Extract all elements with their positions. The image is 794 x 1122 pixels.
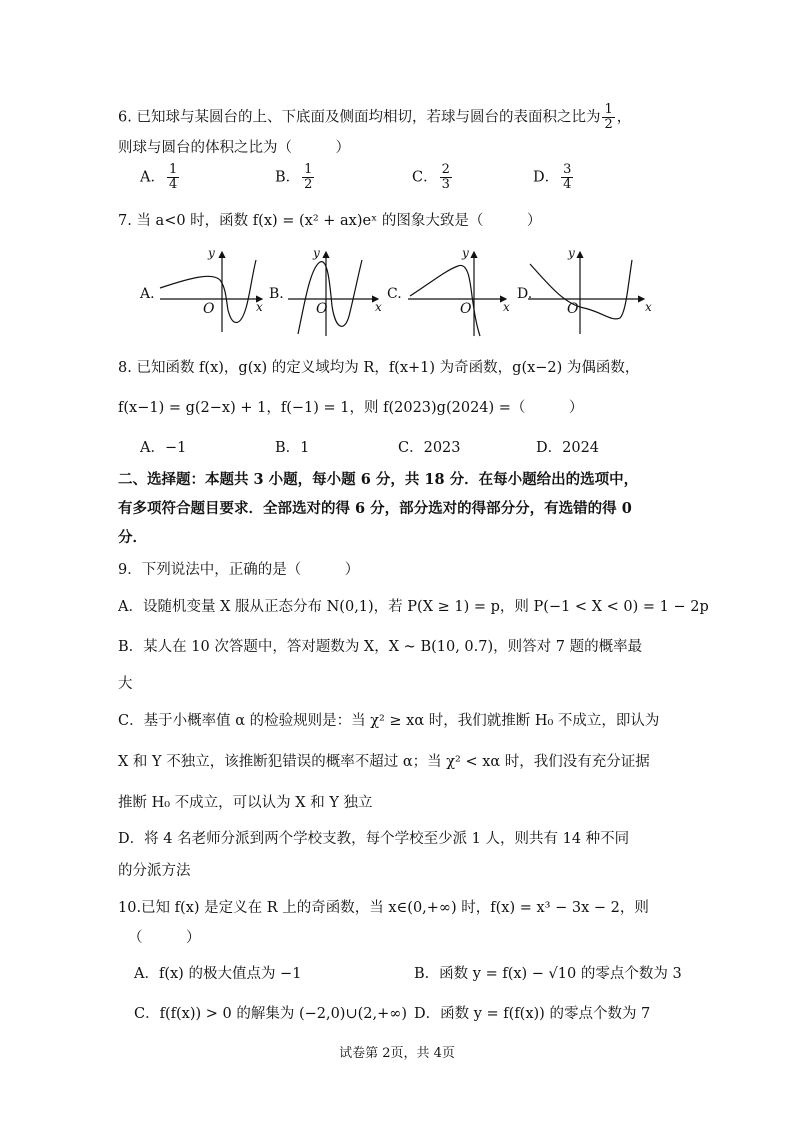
q6-option-d-fraction: [561, 163, 573, 192]
q6-option-d-num: 3: [563, 162, 572, 177]
q7-graph-d-x-label: x: [645, 300, 652, 314]
q7-graph-c-origin: O: [460, 301, 472, 317]
q9-option-c-line3: 推断 H₀ 不成立，可以认为 X 和 Y 独立: [118, 795, 373, 811]
q7-graph-a-x-label: x: [256, 300, 263, 314]
q7-graph-d-label: D.: [517, 286, 533, 302]
section2-line2: 有多项符合题目要求．全部选对的得 6 分，部分选对的得部分分，有选错的得 0: [118, 500, 632, 517]
q7-graph-b-x-label: x: [375, 300, 382, 314]
q7-graph-b-curve: [298, 260, 362, 334]
q10-option-d: D．函数 y = f(f(x)) 的零点个数为 7: [414, 1006, 651, 1022]
q7-graph-c-y-label: y: [462, 246, 469, 260]
q6-option-c: [412, 163, 454, 192]
q6-option-c-label: C．: [412, 169, 438, 186]
q10-option-b: B．函数 y = f(x) − √10 的零点个数为 3: [414, 966, 682, 982]
q8-option-d: D．2024: [536, 440, 600, 456]
q7-graph-b-origin: O: [316, 301, 328, 317]
q6-option-a-den: 4: [168, 177, 178, 192]
q8-option-c: C．2023: [398, 440, 461, 456]
q7-graph-d-y-label: y: [568, 246, 575, 260]
q8-option-b: B．1: [275, 440, 310, 456]
q9-option-c-line1: C．基于小概率值 α 的检验规则是：当 χ² ≥ xα 时，我们就推断 H₀ 不成立，即认为: [118, 713, 660, 729]
q6-option-d: [533, 163, 575, 192]
section2-line3: 分．: [118, 529, 147, 546]
q7-stem: 7. 当 a<0 时，函数 f(x) = (x² + ax)eˣ 的图象大致是（ ）: [118, 213, 542, 229]
q6-ratio-num: 1: [604, 102, 613, 117]
q9-option-a: A．设随机变量 X 服从正态分布 N(0,1)，若 P(X ≥ 1) = p，则 P(−1 < X < 0) = 1 − 2p: [118, 599, 709, 615]
q8-stem-line2: f(x−1) = g(2−x) + 1，f(−1) = 1，则 f(2023)g(2024) =（ ）: [118, 400, 584, 416]
q6-line1-end: ，: [616, 109, 632, 126]
q7-graph-a-y-label: y: [208, 246, 215, 260]
q10-option-c: C．f(f(x)) > 0 的解集为 (−2,0)∪(2,+∞): [134, 1006, 407, 1022]
q9-option-d-line2: 的分派方法: [118, 863, 191, 879]
q10-option-a: A．f(x) 的极大值点为 −1: [134, 966, 302, 982]
q6-option-a-label: A．: [140, 169, 165, 186]
q6-ratio-fraction: [602, 103, 614, 132]
q9-option-b-line2: 大: [118, 676, 133, 692]
q7-graph-d-origin: O: [567, 301, 579, 317]
q6-option-b: [275, 163, 316, 192]
q9-stem: 9．下列说法中，正确的是（ ）: [118, 562, 360, 578]
q6-option-a-num: 1: [168, 162, 178, 177]
section2-line1: 二、选择题：本题共 3 小题，每小题 6 分，共 18 分．在每小题给出的选项中，: [118, 471, 639, 488]
q7-graph-a-origin: O: [203, 301, 215, 317]
q7-graph-b-label: B.: [269, 286, 284, 302]
q6-option-a: [140, 163, 181, 192]
q9-option-b-line1: B．某人在 10 次答题中，答对题数为 X，X ~ B(10, 0.7)，则答对 7 题的概率最: [118, 639, 643, 655]
q7-graph-c-x-label: x: [503, 300, 510, 314]
q6-option-c-den: 3: [441, 177, 450, 192]
q6-ratio-den: 2: [604, 117, 613, 132]
q6-stem-line2: 则球与圆台的体积之比为（ ）: [118, 140, 350, 156]
q8-option-a: A．−1: [140, 440, 187, 456]
q7-graph-c: [408, 252, 506, 336]
q6-option-a-fraction: [167, 163, 179, 192]
q9-option-c-line2: X 和 Y 不独立，该推断犯错误的概率不超过 α；当 χ² < xα 时，我们没有充分证据: [118, 754, 650, 770]
q7-graph-b: [288, 252, 378, 336]
q6-option-c-fraction: [440, 163, 452, 192]
q7-graph-b-y-label: y: [313, 246, 320, 260]
q6-option-b-den: 2: [304, 177, 313, 192]
q7-graph-d: [528, 252, 644, 334]
q6-stem-line1: [118, 103, 631, 132]
q6-option-c-num: 2: [441, 162, 450, 177]
q10-stem-line2: （ ）: [128, 930, 201, 946]
q6-option-b-num: 1: [304, 162, 313, 177]
q7-graphs: [150, 246, 660, 338]
q7-graph-d-curve: [530, 260, 632, 319]
q9-option-d-line1: D．将 4 名老师分派到两个学校支教，每个学校至少派 1 人，则共有 14 种不同: [118, 831, 630, 847]
q7-graph-a-label: A.: [140, 286, 155, 302]
q8-stem-line1: 8. 已知函数 f(x)，g(x) 的定义域均为 R，f(x+1) 为奇函数，g(x−2) 为偶函数，: [118, 360, 640, 376]
q6-option-b-fraction: [302, 163, 314, 192]
q6-line1-text: 6. 已知球与某圆台的上、下底面及侧面均相切，若球与圆台的表面积之比为: [118, 109, 601, 126]
q7-graph-a: [160, 252, 262, 332]
q7-graph-c-label: C.: [387, 286, 402, 302]
q6-option-d-label: D．: [533, 169, 560, 186]
q10-stem-line1: 10.已知 f(x) 是定义在 R 上的奇函数，当 x∈(0,+∞) 时，f(x) = x³ − 3x − 2，则: [118, 900, 649, 916]
page-footer: 试卷第 2页，共 4页: [339, 1046, 455, 1061]
q6-option-d-den: 4: [563, 177, 572, 192]
q6-option-b-label: B．: [275, 169, 301, 186]
